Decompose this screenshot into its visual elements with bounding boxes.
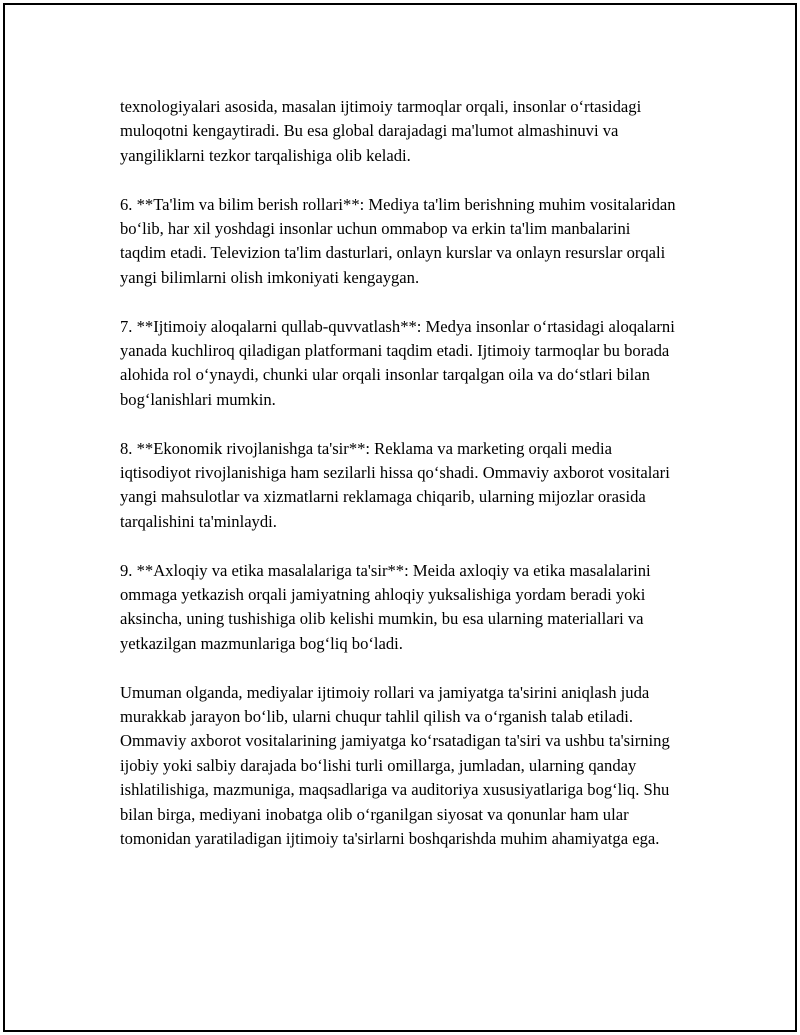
paragraph-item-8: 8. **Ekonomik rivojlanishga ta'sir**: Reklama va marketing orqali media iqtisodiyot rivojlanishiga ham sezilarli hissa qo‘shadi. Ommaviy axborot vositalari yangi mahsulotlar va xizmatlarni reklamaga chiqarib, ularning mijozlar orasida tarqalishini ta'minlaydi. (120, 438, 670, 531)
document-page (3, 3, 797, 1032)
document-body (120, 95, 680, 876)
paragraph-intro-continuation: texnologiyalari asosida, masalan ijtimoiy tarmoqlar orqali, insonlar o‘rtasidagi muloqotni kengaytiradi. Bu esa global darajadagi ma'lumot almashinuvi va yangiliklarni tezkor tarqalishiga olib keladi. (120, 97, 642, 165)
paragraph-item-6: 6. **Ta'lim va bilim berish rollari**: Mediya ta'lim berishning muhim vositalaridan bo‘lib, har xil yoshdagi insonlar uchun ommabop va erkin ta'lim manbalarini taqdim etadi. Televizion ta'lim dasturlari, onlayn kurslar va onlayn resurslar orqali yangi bilimlarni olish imkoniyati kengaygan. (120, 194, 676, 287)
paragraph-item-7: 7. **Ijtimoiy aloqalarni qullab-quvvatlash**: Medya insonlar o‘rtasidagi aloqalarni yanada kuchliroq qiladigan platformani taqdim etadi. Ijtimoiy tarmoqlar bu borada alohida rol o‘ynaydi, chunki ular orqali insonlar tarqalgan oila va do‘stlari bilan bog‘lanishlari mumkin. (120, 316, 675, 409)
paragraph-conclusion: Umuman olganda, mediyalar ijtimoiy rollari va jamiyatga ta'sirini aniqlash juda murakkab jarayon bo‘lib, ularni chuqur tahlil qilish va o‘rganish talab etiladi. Ommaviy axborot vositalarining jamiyatga ko‘rsatadigan ta'siri va ushbu ta'sirning ijobiy yoki salbiy darajada bo‘lishi turli omillarga, jumladan, ularning qanday ishlatilishiga, mazmuniga, maqsadlariga va auditoriya xususiyatlariga bog‘liq. Shu bilan birga, mediyani inobatga olib o‘rganilgan siyosat va qonunlar ham ular tomonidan yaratiladigan ijtimoiy ta'sirlarni boshqarishda muhim ahamiyatga ega. (120, 682, 670, 849)
paragraph-item-9: 9. **Axloqiy va etika masalalariga ta'sir**: Meida axloqiy va etika masalalarini ommaga yetkazish orqali jamiyatning ahloqiy yuksalishiga yordam beradi yoki aksincha, uning tushishiga olib kelishi mumkin, bu esa ularning materiallari va yetkazilgan mazmunlariga bog‘liq bo‘ladi. (120, 560, 651, 653)
